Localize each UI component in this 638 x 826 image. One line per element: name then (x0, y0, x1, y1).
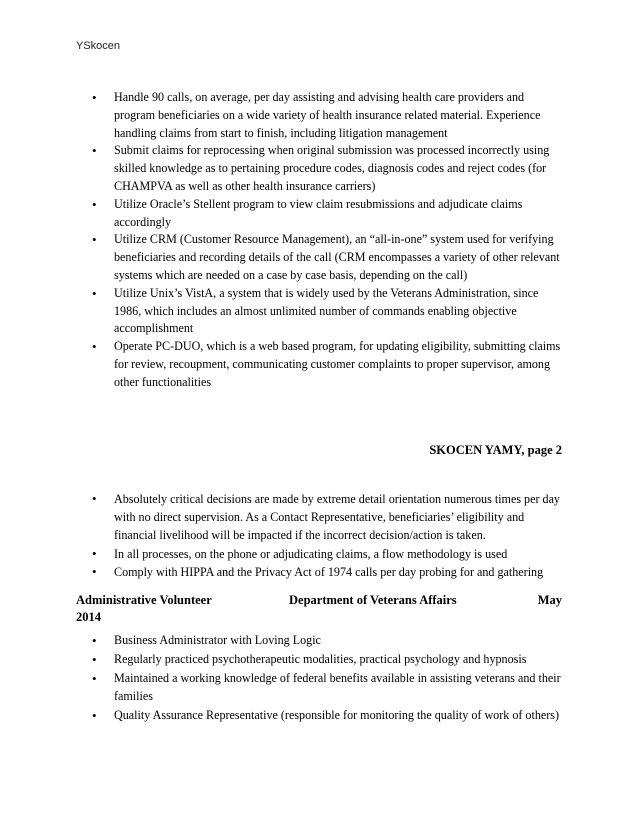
job-date-month: May (537, 593, 562, 607)
list-item: • Comply with HIPPA and the Privacy Act of 1974 calls per day probing for and gathering (92, 563, 564, 581)
list-item: • Utilize Unix’s VistA, a system that is widely used by the Veterans Administration, since 1986, which includes an almost unlimited number of commands enabling objective accomplishment (92, 285, 564, 338)
duties-list-page1 (92, 89, 564, 392)
duties-list-page2 (92, 490, 564, 581)
list-item: • In all processes, on the phone or adjudicating claims, a flow methodology is used (92, 545, 564, 563)
list-item: • Regularly practiced psychotherapeutic modalities, practical psychology and hypnosis (92, 651, 564, 669)
job-date-year: 2014 (76, 610, 101, 624)
list-item: • Utilize Oracle’s Stellent program to view claim resubmissions and adjudicate claims accordingly (92, 196, 564, 232)
page-marker: SKOCEN YAMY, page 2 (429, 443, 562, 457)
list-item: • Maintained a working knowledge of federal benefits available in assisting veterans and their families (92, 670, 564, 705)
job-organization: Department of Veterans Affairs (289, 593, 457, 607)
list-item: • Operate PC-DUO, which is a web based program, for updating eligibility, submitting claims for review, recoupment, communicating customer complaints to proper supervisor, among other functionalities (92, 338, 564, 391)
job-title: Administrative Volunteer (76, 593, 212, 607)
list-item: • Utilize CRM (Customer Resource Management), an “all-in-one” system used for verifying beneficiaries and recording details of the call (CRM encompasses a variety of other relevant systems which are needed on a case by case basis, depending on the call) (92, 231, 564, 284)
volunteer-duties-list (92, 632, 564, 726)
header-name: YSkocen (76, 40, 121, 52)
list-item: • Business Administrator with Loving Logic (92, 632, 564, 650)
list-item: • Quality Assurance Representative (responsible for monitoring the quality of work of others) (92, 707, 564, 725)
list-item: • Submit claims for reprocessing when original submission was processed incorrectly using skilled knowledge as to pertaining procedure codes, diagnosis codes and reject codes (for CHAMPVA as well as other health insurance carriers) (92, 142, 564, 195)
list-item: • Absolutely critical decisions are made by extreme detail orientation numerous times per day with no direct supervision. As a Contact Representative, beneficiaries’ eligibility and financial livelihood will be impacted if the incorrect decision/action is taken. (92, 490, 564, 545)
list-item: • Handle 90 calls, on average, per day assisting and advising health care providers and program beneficiaries on a wide variety of health insurance related material. Experience handling claims from start to finish, including litigation management (92, 89, 564, 142)
